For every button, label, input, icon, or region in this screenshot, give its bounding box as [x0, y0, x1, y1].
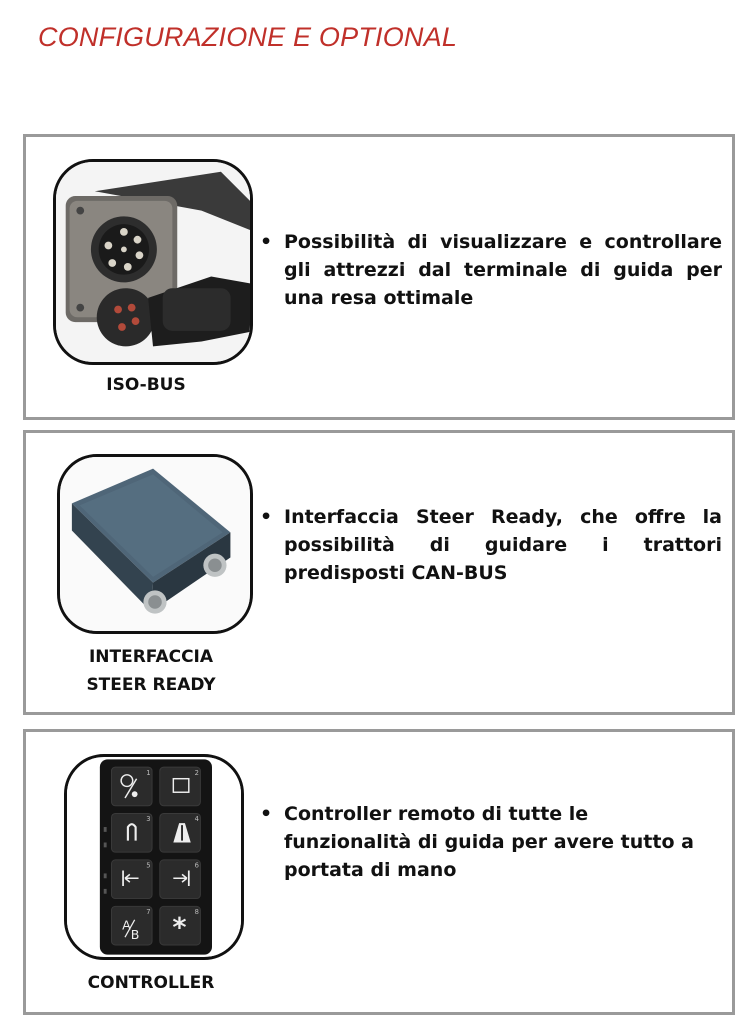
svg-text:3: 3 — [146, 815, 151, 824]
option-card-controller — [23, 729, 735, 1015]
steer-ready-image — [57, 454, 253, 634]
controller-label: CONTROLLER — [87, 973, 215, 993]
svg-text:*: * — [172, 912, 187, 944]
isobus-description: • Possibilità di visualizzare e controllare gli attrezzi dal terminale di guida per una resa ottimale — [260, 228, 722, 312]
isobus-connector-photo — [56, 162, 250, 362]
isobus-connector-image — [53, 159, 253, 365]
steer-ready-label — [66, 643, 236, 699]
svg-text:B: B — [130, 927, 140, 943]
option-card-steer-ready — [23, 430, 735, 715]
steer-ready-description: • Interfaccia Steer Ready, che offre la possibilità di guidare i trattori predisposti CAN-BUS — [260, 503, 722, 587]
svg-text:4: 4 — [194, 815, 199, 824]
svg-text:8: 8 — [194, 908, 199, 917]
svg-text:A: A — [122, 917, 131, 933]
svg-text:7: 7 — [146, 908, 151, 917]
steer-ready-interface-box-photo — [60, 457, 250, 631]
svg-text:2: 2 — [194, 768, 199, 777]
steer-ready-label-line1: INTERFACCIA — [88, 647, 214, 667]
svg-text:1: 1 — [146, 768, 151, 777]
isobus-label: ISO-BUS — [106, 375, 186, 395]
controller-description: • Controller remoto di tutte le funzionalità di guida per avere tutto a portata di mano — [260, 800, 722, 884]
keypad-controller-photo — [67, 757, 241, 957]
option-card-isobus — [23, 134, 735, 420]
controller-image — [64, 754, 244, 960]
page-title: CONFIGURAZIONE E OPTIONAL — [38, 22, 458, 52]
svg-text:6: 6 — [194, 861, 199, 870]
steer-ready-label-line2: STEER READY — [86, 675, 216, 695]
svg-text:5: 5 — [146, 861, 151, 870]
